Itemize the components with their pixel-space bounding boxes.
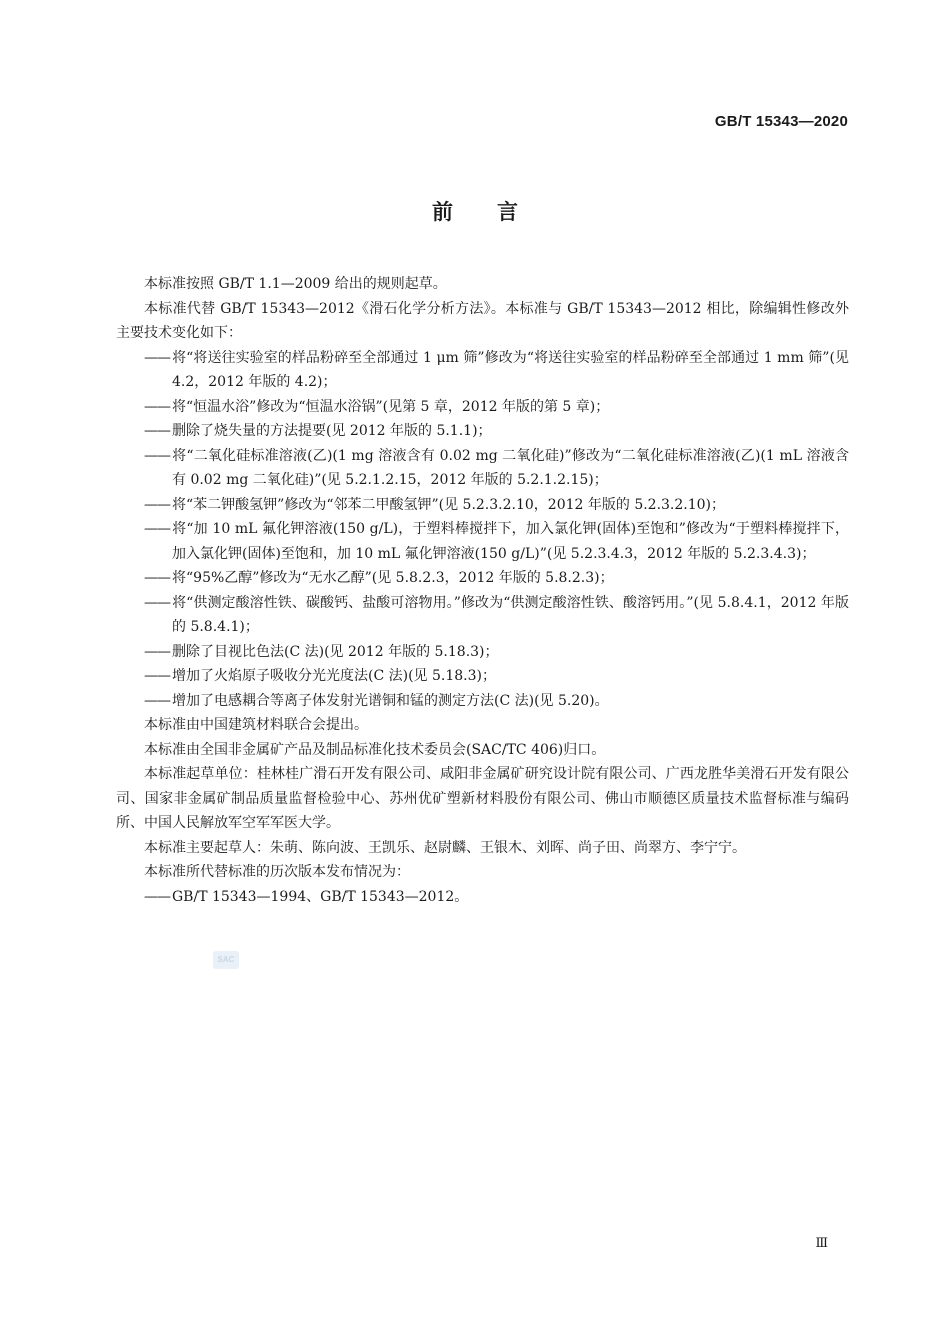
page-title: 前言 (432, 200, 562, 224)
change-item (116, 640, 849, 665)
change-item (116, 395, 849, 420)
change-item (116, 689, 849, 714)
change-item (116, 566, 849, 591)
paragraph-drafters: 本标准主要起草人：朱萌、陈向波、王凯乐、赵尉麟、王银木、刘晖、尚子田、尚翠方、李宁宁。 (144, 839, 746, 856)
change-item-text: 增加了电感耦合等离子体发射光谱铜和锰的测定方法(C 法)(见 5.20)。 (172, 692, 609, 709)
change-item-text: 将“将送往实验室的样品粉碎至全部通过 1 μm 筛”修改为“将送往实验室的样品粉碎至全部通过 1 mm 筛”(见 4.2，2012 年版的 4.2)； (172, 349, 849, 390)
change-item-text: 将“供测定酸溶性铁、碳酸钙、盐酸可溶物用。”修改为“供测定酸溶性铁、酸溶钙用。”(见 5.8.4.1，2012 年版的 5.8.4.1)； (172, 594, 849, 635)
paragraph-history-intro: 本标准所代替标准的历次版本发布情况为： (144, 864, 410, 880)
dash-marker: —— (144, 447, 170, 464)
change-item-text: 将“95%乙醇”修改为“无水乙醇”(见 5.8.2.3，2012 年版的 5.8.2.3)； (172, 570, 614, 586)
change-item-text: 增加了火焰原子吸收分光光度法(C 法)(见 5.18.3)； (172, 668, 496, 684)
paragraph-proposed-by: 本标准由中国建筑材料联合会提出。 (144, 717, 368, 733)
dash-marker: —— (144, 692, 170, 709)
dash-marker: —— (144, 594, 170, 611)
change-item (116, 591, 849, 640)
document-body (116, 272, 849, 909)
change-item-text: 将“恒温水浴”修改为“恒温水浴锅”(见第 5 章，2012 年版的第 5 章)； (172, 398, 610, 415)
sac-watermark-logo: SAC (213, 951, 239, 969)
dash-marker: —— (144, 398, 170, 415)
change-item (116, 664, 849, 689)
dash-marker: —— (144, 643, 170, 660)
standard-number: GB/T 15343—2020 (714, 113, 848, 130)
paragraph-drafting-units: 本标准起草单位：桂林桂广滑石开发有限公司、咸阳非金属矿研究设计院有限公司、广西龙胜华美滑石开发有限公司、国家非金属矿制品质量监督检验中心、苏州优矿塑新材料股份有限公司、佛山市顺德区质量技术监督标准与编码所、中国人民解放军空军军医大学。 (116, 766, 849, 831)
page-number: Ⅲ (815, 1236, 828, 1251)
change-item-text: 删除了目视比色法(C 法)(见 2012 年版的 5.18.3)； (172, 643, 499, 660)
change-item-text: 将“二氧化硅标准溶液(乙)(1 mg 溶液含有 0.02 mg 二氧化硅)”修改为“二氧化硅标准溶液(乙)(1 mL 溶液含有 0.02 mg 二氧化硅)”(见 5.2.1.2.15，2012 年版的 5.2.1.2.15)； (172, 447, 849, 488)
dash-marker: —— (144, 349, 170, 366)
change-item (116, 493, 849, 518)
dash-marker: —— (144, 888, 170, 905)
change-item-text: 将“加 10 mL 氟化钾溶液(150 g/L)，于塑料棒搅拌下，加入氯化钾(固体)至饱和”修改为“于塑料棒搅拌下，加入氯化钾(固体)至饱和，加 10 mL 氟化钾溶液(150 g/L)”(见 5.2.3.4.3，2012 年版的 5.2.3.4.3)； (172, 521, 849, 562)
change-item-text: 删除了烧失量的方法提要(见 2012 年版的 5.1.1)； (172, 423, 492, 439)
change-item (116, 419, 849, 444)
dash-marker: —— (144, 521, 170, 537)
dash-marker: —— (144, 570, 170, 586)
change-item (116, 346, 849, 395)
dash-marker: —— (144, 496, 170, 513)
paragraph-drafting-rules: 本标准按照 GB/T 1.1—2009 给出的规则起草。 (144, 276, 447, 292)
dash-marker: —— (144, 668, 170, 684)
change-item (116, 517, 849, 566)
history-item-text: GB/T 15343—1994、GB/T 15343—2012。 (172, 888, 469, 905)
paragraph-replacement: 本标准代替 GB/T 15343—2012《滑石化学分析方法》。本标准与 GB/T 15343—2012 相比，除编辑性修改外主要技术变化如下： (116, 300, 849, 341)
change-item-text: 将“苯二钾酸氢钾”修改为“邻苯二甲酸氢钾”(见 5.2.3.2.10，2012 年版的 5.2.3.2.10)； (172, 496, 726, 513)
history-item (116, 885, 849, 910)
paragraph-technical-committee: 本标准由全国非金属矿产品及制品标准化技术委员会(SAC/TC 406)归口。 (144, 741, 606, 758)
change-item (116, 444, 849, 493)
dash-marker: —— (144, 423, 170, 439)
